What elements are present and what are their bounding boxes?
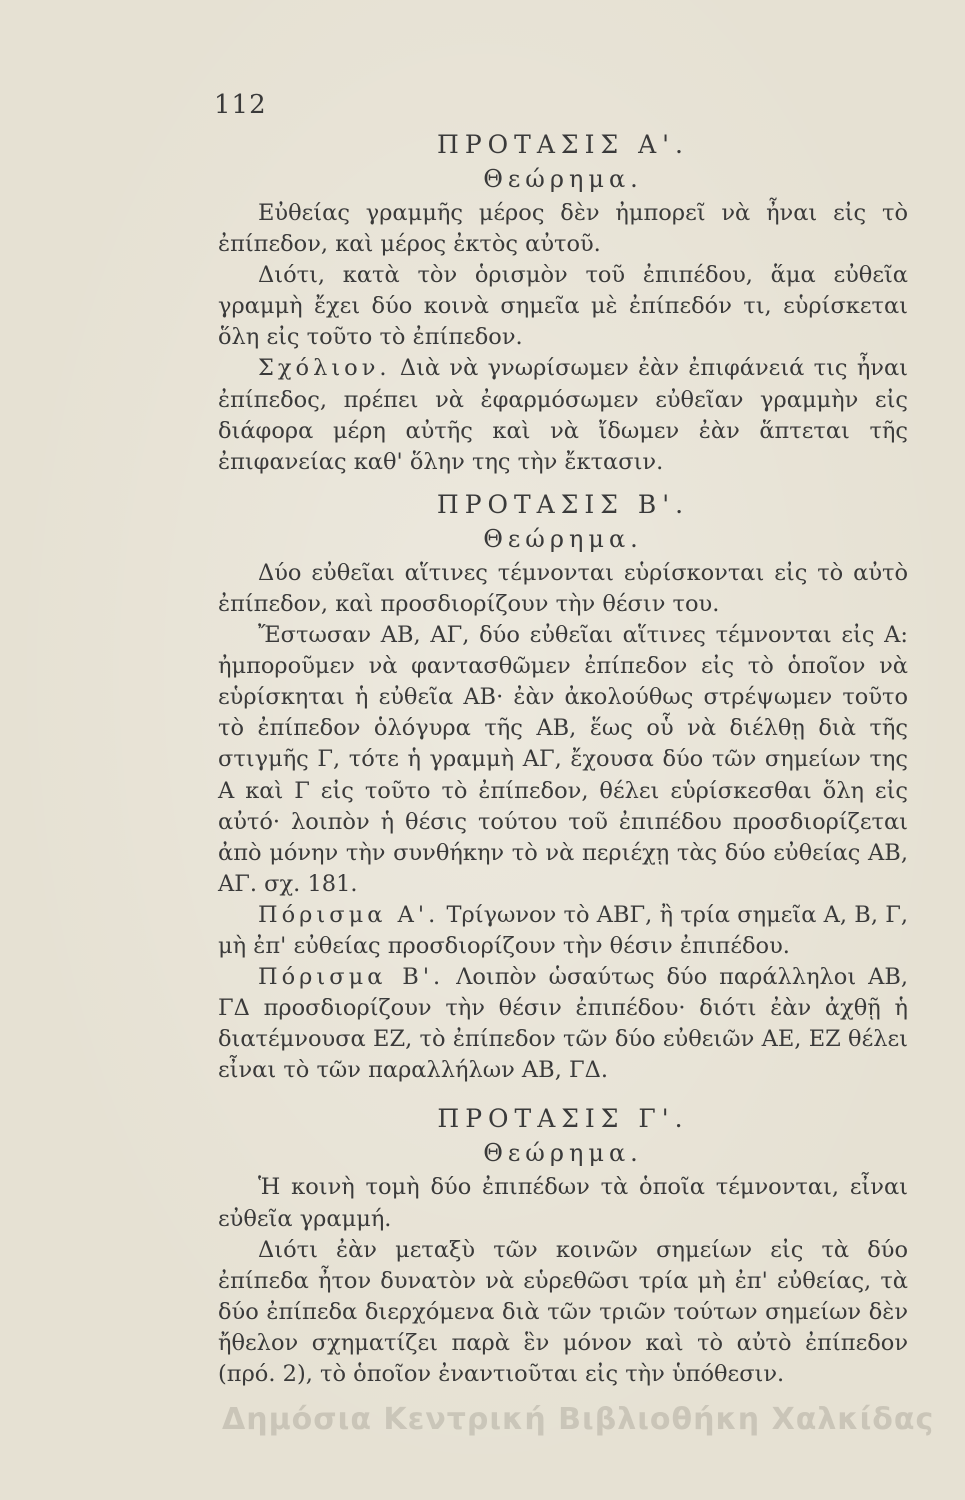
proposition-a-statement: Εὐθείας γραμμῆς μέρος δὲν ἠμπορεῖ νὰ ἦναι εἰς τὸ ἐπίπεδον, καὶ μέρος ἐκτὸς αὐτοῦ. <box>218 200 908 258</box>
proposition-c-subheading: Θεώρημα. <box>483 1139 643 1168</box>
scholion-label: Σχόλιον. <box>258 355 391 382</box>
proposition-c-statement: Ἡ κοινὴ τομὴ δύο ἐπιπέδων τὰ ὁποῖα τέμνονται, εἶναι εὐθεῖα γραμμή. <box>218 1174 908 1232</box>
proposition-a-proof: Διότι, κατὰ τὸν ὁρισμὸν τοῦ ἐπιπέδου, ἅμα εὐθεῖα γραμμὴ ἔχει δύο κοινὰ σημεῖα μὲ ἐπίπεδόν τι, εὑρίσκεται ὅλη εἰς τοῦτο τὸ ἐπίπεδον. <box>218 262 908 351</box>
proposition-c-heading: ΠΡΟΤΑΣΙΣ Γ'. <box>437 1104 689 1134</box>
porism-a-label: Πόρισμα Α'. <box>258 901 440 928</box>
proposition-c-proof: Διότι ἐὰν μεταξὺ τῶν κοινῶν σημείων εἰς τὰ δύο ἐπίπεδα ἦτον δυνατὸν νὰ εὑρεθῶσι τρία μὴ ἐπ' εὐθείας, τὰ δύο ἐπίπεδα διερχόμενα διὰ τῶν τριῶν τούτων σημείων δὲν ἤθελον σχηματίζει παρὰ ἓν μόνον καὶ τὸ αὐτὸ ἐπίπεδον (πρό. 2), τὸ ὁποῖον ἐναντιοῦται εἰς τὴν ὑπόθεσιν. <box>218 1236 908 1387</box>
proposition-b-statement: Δύο εὐθεῖαι αἵτινες τέμνονται εὑρίσκονται εἰς τὸ αὐτὸ ἐπίπεδον, καὶ προσδιορίζουν τὴν θέσιν του. <box>218 559 908 617</box>
proposition-a-scholion <box>218 353 908 477</box>
porism-b-text: Λοιπὸν ὡσαύτως δύο παράλληλοι ΑΒ, ΓΔ προσδιορίζουν τὴν θέσιν ἐπιπέδου· διότι ἐὰν ἀχθῇ ἡ διατέμνουσα ΕΖ, τὸ ἐπίπεδον τῶν δύο εὐθειῶν ΑΕ, ΕΖ θέλει εἶναι τὸ τῶν παραλλήλων ΑΒ, ΓΔ. <box>218 964 909 1084</box>
library-watermark: Δημόσια Κεντρική Βιβλιοθήκη Χαλκίδας <box>222 1402 935 1437</box>
porism-a-text: Τρίγωνον τὸ ΑΒΓ, ἢ τρία σημεῖα Α, Β, Γ, μὴ ἐπ' εὐθείας προσδιορίζουν τὴν θέσιν ἐπιπέδου. <box>218 901 909 959</box>
porism-b <box>218 962 908 1086</box>
scholion-text: Διὰ νὰ γνωρίσωμεν ἐὰν ἐπιφάνειά τις ἦναι ἐπίπεδος, πρέπει νὰ ἐφαρμόσωμεν εὐθεῖαν γραμμὴν εἰς διάφορα μέρη αὐτῆς καὶ νὰ ἴδωμεν ἐὰν ἅπτεται τῆς ἐπιφανείας καθ' ὅλην της τὴν ἔκτασιν. <box>218 355 908 475</box>
porism-a <box>218 900 908 962</box>
proposition-b-subheading: Θεώρημα. <box>483 524 643 553</box>
proposition-a-heading: ΠΡΟΤΑΣΙΣ Α'. <box>437 130 689 159</box>
page-number: 112 <box>214 90 267 120</box>
page-text <box>218 128 908 1390</box>
proposition-a-subheading: Θεώρημα. <box>483 165 643 193</box>
proposition-b-proof: Ἔστωσαν ΑΒ, ΑΓ, δύο εὐθεῖαι αἵτινες τέμνονται εἰς Α: ἠμποροῦμεν νὰ φαντασθῶμεν ἐπίπεδον εἰς τὸ ὁποῖον νὰ εὑρίσκηται ἡ εὐθεῖα ΑΒ· ἐὰν ἀκολούθως στρέψωμεν τοῦτο τὸ ἐπίπεδον ὁλόγυρα τῆς ΑΒ, ἕως οὗ νὰ διέλθῃ διὰ τῆς στιγμῆς Γ, τότε ἡ γραμμὴ ΑΓ, ἔχουσα δύο τῶν σημείων της Α καὶ Γ εἰς τοῦτο τὸ ἐπίπεδον, θέλει εὑρίσκεσθαι ὅλη εἰς αὐτό· λοιπὸν ἡ θέσις τούτου τοῦ ἐπιπέδου προσδιορίζεται ἀπὸ μόνην τὴν συνθήκην τὸ νὰ περιέχῃ τὰς δύο εὐθείας ΑΒ, ΑΓ. σχ. 181. <box>218 622 908 897</box>
porism-b-label: Πόρισμα Β'. <box>258 964 445 991</box>
proposition-b-heading: ΠΡΟΤΑΣΙΣ Β'. <box>436 489 690 519</box>
